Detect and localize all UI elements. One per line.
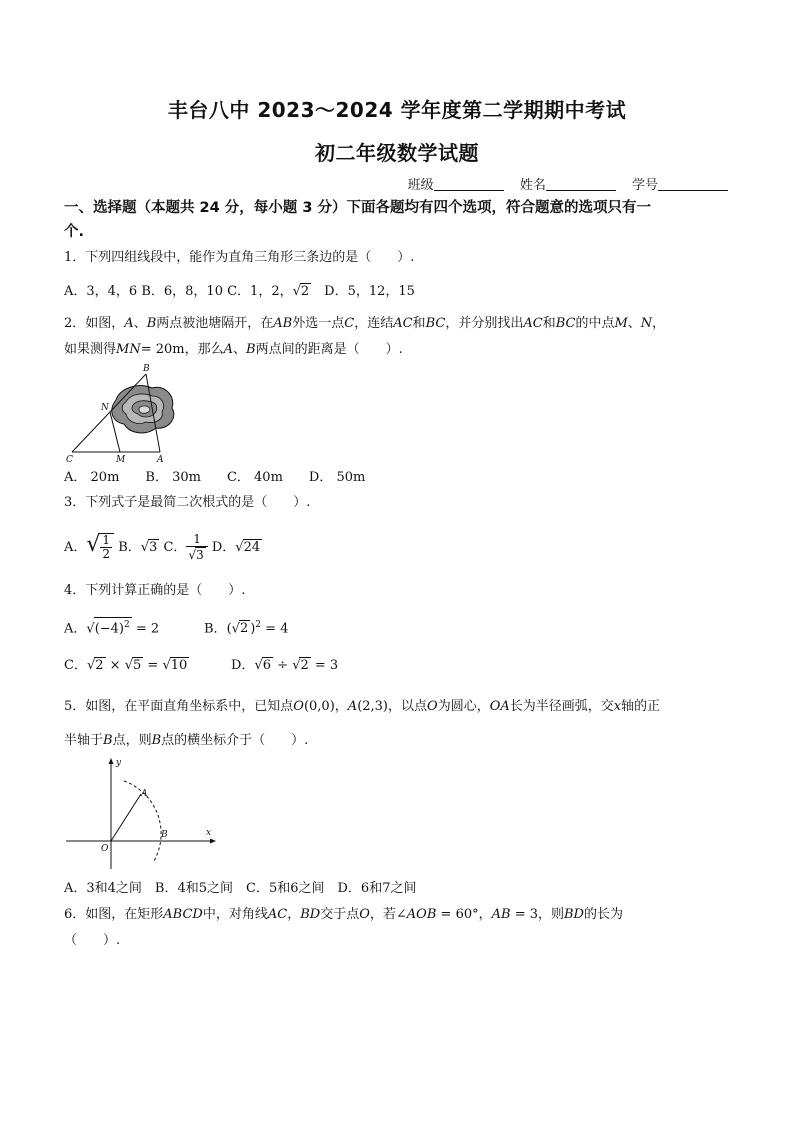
q4-b-label: B． (204, 621, 227, 637)
label-M: M (116, 455, 126, 464)
q2-stem-line1 (64, 315, 732, 333)
q5-options: A．3和4之间 B．4和5之间 C．5和6之间 D．6和7之间 (64, 881, 417, 896)
q1-options (64, 283, 732, 301)
q4-option-a (64, 617, 204, 638)
q1-stem: 1．下列四组线段中，能作为直角三角形三条边的是（ ）. (64, 250, 415, 265)
segment-OA (111, 794, 141, 841)
q2-var: C (344, 316, 355, 331)
pond-center-icon (139, 406, 150, 413)
q6-text: ， (287, 907, 301, 922)
q2-var: B (146, 316, 157, 331)
q2-var: AC (393, 316, 413, 331)
q4-c-times: × (105, 658, 125, 673)
q1-option-c-radicand: 2 (300, 284, 310, 299)
q4-stem: 4．下列计算正确的是（ ）. (64, 583, 246, 598)
q4-d-label: D． (231, 658, 255, 673)
q4-options-cd (64, 657, 732, 675)
sqrt-icon: √ (140, 540, 150, 555)
q3-a-radicand (99, 533, 114, 561)
section1-heading-cont: 个. (64, 224, 85, 240)
q5-text: 长为半径画弧，交 (509, 699, 614, 714)
q4-d-r1: 6 (262, 658, 272, 673)
sqrt-icon: √ (86, 621, 95, 637)
q5-var: OA (489, 699, 510, 714)
q4-c-label: C． (64, 658, 87, 673)
q2-options: A． 20m B． 30m C． 40m D． 50m (64, 470, 366, 485)
q5-text: ，以点 (388, 699, 428, 714)
class-label: 班级 (407, 178, 434, 193)
q4-option-b: B．(√2 )$^2$ = 4 (204, 620, 289, 637)
q6-text: 6．如图，在矩形 (64, 907, 164, 922)
q4-c-r3: 10 (170, 658, 188, 673)
q2-var: M (614, 316, 628, 331)
q2-text: 如果测得 (64, 342, 117, 357)
q4-c-r2: 5 (133, 658, 142, 673)
q6-stem-line2: （ ）. (64, 933, 121, 948)
q4-a-expr: (−4) (94, 621, 124, 637)
sqrt-icon: √ (162, 658, 171, 673)
q5-text: 轴的正 (621, 699, 661, 714)
q4-c-eq: = (143, 658, 163, 673)
q4-options-ab (64, 616, 732, 638)
q2-text: = 20m，那么 (140, 342, 224, 357)
q6-var: AB (491, 907, 511, 922)
label-A: A (157, 455, 164, 464)
q1-options-d: D．5，12，15 (311, 284, 415, 299)
q3-d-label: D． (207, 540, 236, 555)
q2-var: AB (273, 316, 293, 331)
sqrt-icon: √ (254, 658, 263, 673)
q4-c-r1: 2 (95, 658, 104, 673)
q2-var: B (246, 342, 256, 357)
q6-text: = 60°， (436, 907, 492, 922)
q3-a-den: 2 (102, 547, 111, 561)
q5-var: x (613, 699, 622, 714)
q5-var: B (103, 733, 113, 748)
sqrt-icon: √ (86, 658, 96, 673)
student-info-row (408, 174, 728, 193)
coordinate-arc-figure (64, 755, 224, 875)
q4-a-label: A． (64, 621, 87, 637)
section1-heading: 一、选择题（本题共 24 分，每小题 3 分）下面各题均有四个选项，符合题意的选项只有一 (64, 200, 651, 216)
id-blank[interactable] (658, 177, 728, 191)
q2-text: 2．如图， (64, 316, 125, 331)
q2-var: AC (523, 316, 543, 331)
q6-var: ∠AOB (395, 907, 437, 922)
q6-var: ABCD (163, 907, 203, 922)
q5-stem-line2 (64, 732, 732, 750)
q5-var: O (293, 699, 304, 714)
q4-a-radicand (94, 617, 132, 636)
q3-stem: 3．下列式子是最简二次根式的是（ ）. (64, 495, 311, 510)
q2-text: ， (652, 316, 666, 331)
q5-text: 点的横坐标介于（ ）. (161, 733, 309, 748)
q6-stem-line1 (64, 906, 732, 924)
q2-text: 、 (233, 342, 247, 357)
name-blank[interactable] (546, 177, 616, 191)
q4-b-rhs: = 4 (261, 621, 289, 637)
q1-options-a: A．3，4，6 B．6，8，10 C．1，2， (64, 284, 293, 299)
q3-options (64, 528, 732, 568)
q2-var: BC (425, 316, 446, 331)
class-blank[interactable] (434, 177, 504, 191)
q5-var: O (427, 699, 438, 714)
y-axis-arrow-icon (109, 758, 114, 764)
id-label: 学号 (631, 178, 658, 193)
q2-text: 、 (627, 316, 641, 331)
q3-a-num: 1 (102, 533, 111, 547)
label-N: N (101, 403, 109, 413)
q2-var: MN (116, 342, 141, 357)
q2-var: A (223, 342, 233, 357)
q2-text: 外选一点 (292, 316, 345, 331)
q3-c-den: √3 (188, 547, 204, 562)
q5-var: A (347, 699, 358, 714)
q4-d-r2: 2 (300, 658, 309, 673)
q3-b-radicand: 3 (149, 540, 158, 555)
sqrt-icon: √ (235, 540, 244, 555)
q6-var: O (359, 907, 370, 922)
q6-text: = 3，则 (510, 907, 564, 922)
label-y: y (116, 758, 122, 768)
label-O: O (101, 844, 109, 854)
q5-text: 点，则 (112, 733, 152, 748)
q2-text: 和 (412, 316, 426, 331)
q4-b-exp: 2 (255, 620, 262, 630)
exam-title: 丰台八中 2023～2024 学年度第二学期期中考试 (167, 98, 627, 122)
q3-c-den-radicand: 3 (196, 547, 204, 562)
x-axis-arrow-icon (210, 839, 216, 844)
label-x: x (206, 828, 212, 838)
q5-text: ， (334, 699, 348, 714)
q2-text: 两点被池塘隔开，在 (156, 316, 274, 331)
q4-d-div: ÷ (273, 658, 293, 673)
q5-text: 半轴于 (64, 733, 104, 748)
q2-text: ，并分别找出 (445, 316, 524, 331)
q6-text: ，若 (369, 907, 396, 922)
q5-text: 5．如图，在平面直角坐标系中，已知点 (64, 699, 294, 714)
q4-option-c (64, 657, 231, 675)
name-label: 姓名 (519, 178, 546, 193)
q6-text: 中，对角线 (202, 907, 268, 922)
label-B: B (143, 364, 150, 374)
q2-text: 两点间的距离是（ ）. (255, 342, 403, 357)
q3-d-radicand: 24 (243, 540, 261, 555)
q3-b-label: B． (114, 540, 141, 555)
q2-text: 的中点 (575, 316, 615, 331)
q2-var: A (124, 316, 134, 331)
q4-a-rhs: = 2 (131, 621, 160, 637)
q3-c-frac (186, 533, 207, 563)
q4-option-d (231, 657, 338, 675)
q2-text: 、 (133, 316, 147, 331)
label-C: C (66, 455, 73, 464)
q3-a-label: A． (64, 540, 87, 555)
q2-var: BC (555, 316, 576, 331)
pond-triangle-figure (64, 362, 194, 464)
q2-var: N (640, 316, 653, 331)
q2-text: ，连结 (354, 316, 394, 331)
q3-c-num: 1 (186, 533, 207, 547)
q4-a-exp: 2 (124, 620, 130, 630)
label-B: B (161, 830, 168, 840)
q4-b-radicand: 2 (239, 621, 249, 637)
exam-subtitle: 初二年级数学试题 (315, 141, 479, 165)
q2-text: 和 (542, 316, 556, 331)
q5-stem-line1 (64, 698, 732, 716)
q6-var: BD (564, 907, 584, 922)
q3-c-label: C． (159, 540, 187, 555)
sqrt-icon: √ (86, 532, 101, 557)
q6-text: 的长为 (583, 907, 623, 922)
sqrt-icon: √ (292, 658, 301, 673)
sqrt-icon: √ (292, 284, 301, 299)
q5-text: (2,3) (357, 699, 389, 714)
q5-var: B (151, 733, 162, 748)
q6-var: BD (300, 907, 321, 922)
sqrt-icon: √ (124, 658, 133, 673)
q5-text: 为圆心， (437, 699, 490, 714)
sqrt-icon: √ (231, 621, 240, 637)
q2-stem-line2 (64, 341, 732, 359)
q6-var: AC (267, 907, 288, 922)
q4-d-rhs: = 3 (310, 658, 339, 673)
label-A: A (141, 789, 148, 799)
q6-text: 交于点 (320, 907, 360, 922)
q5-text: (0,0) (303, 699, 335, 714)
